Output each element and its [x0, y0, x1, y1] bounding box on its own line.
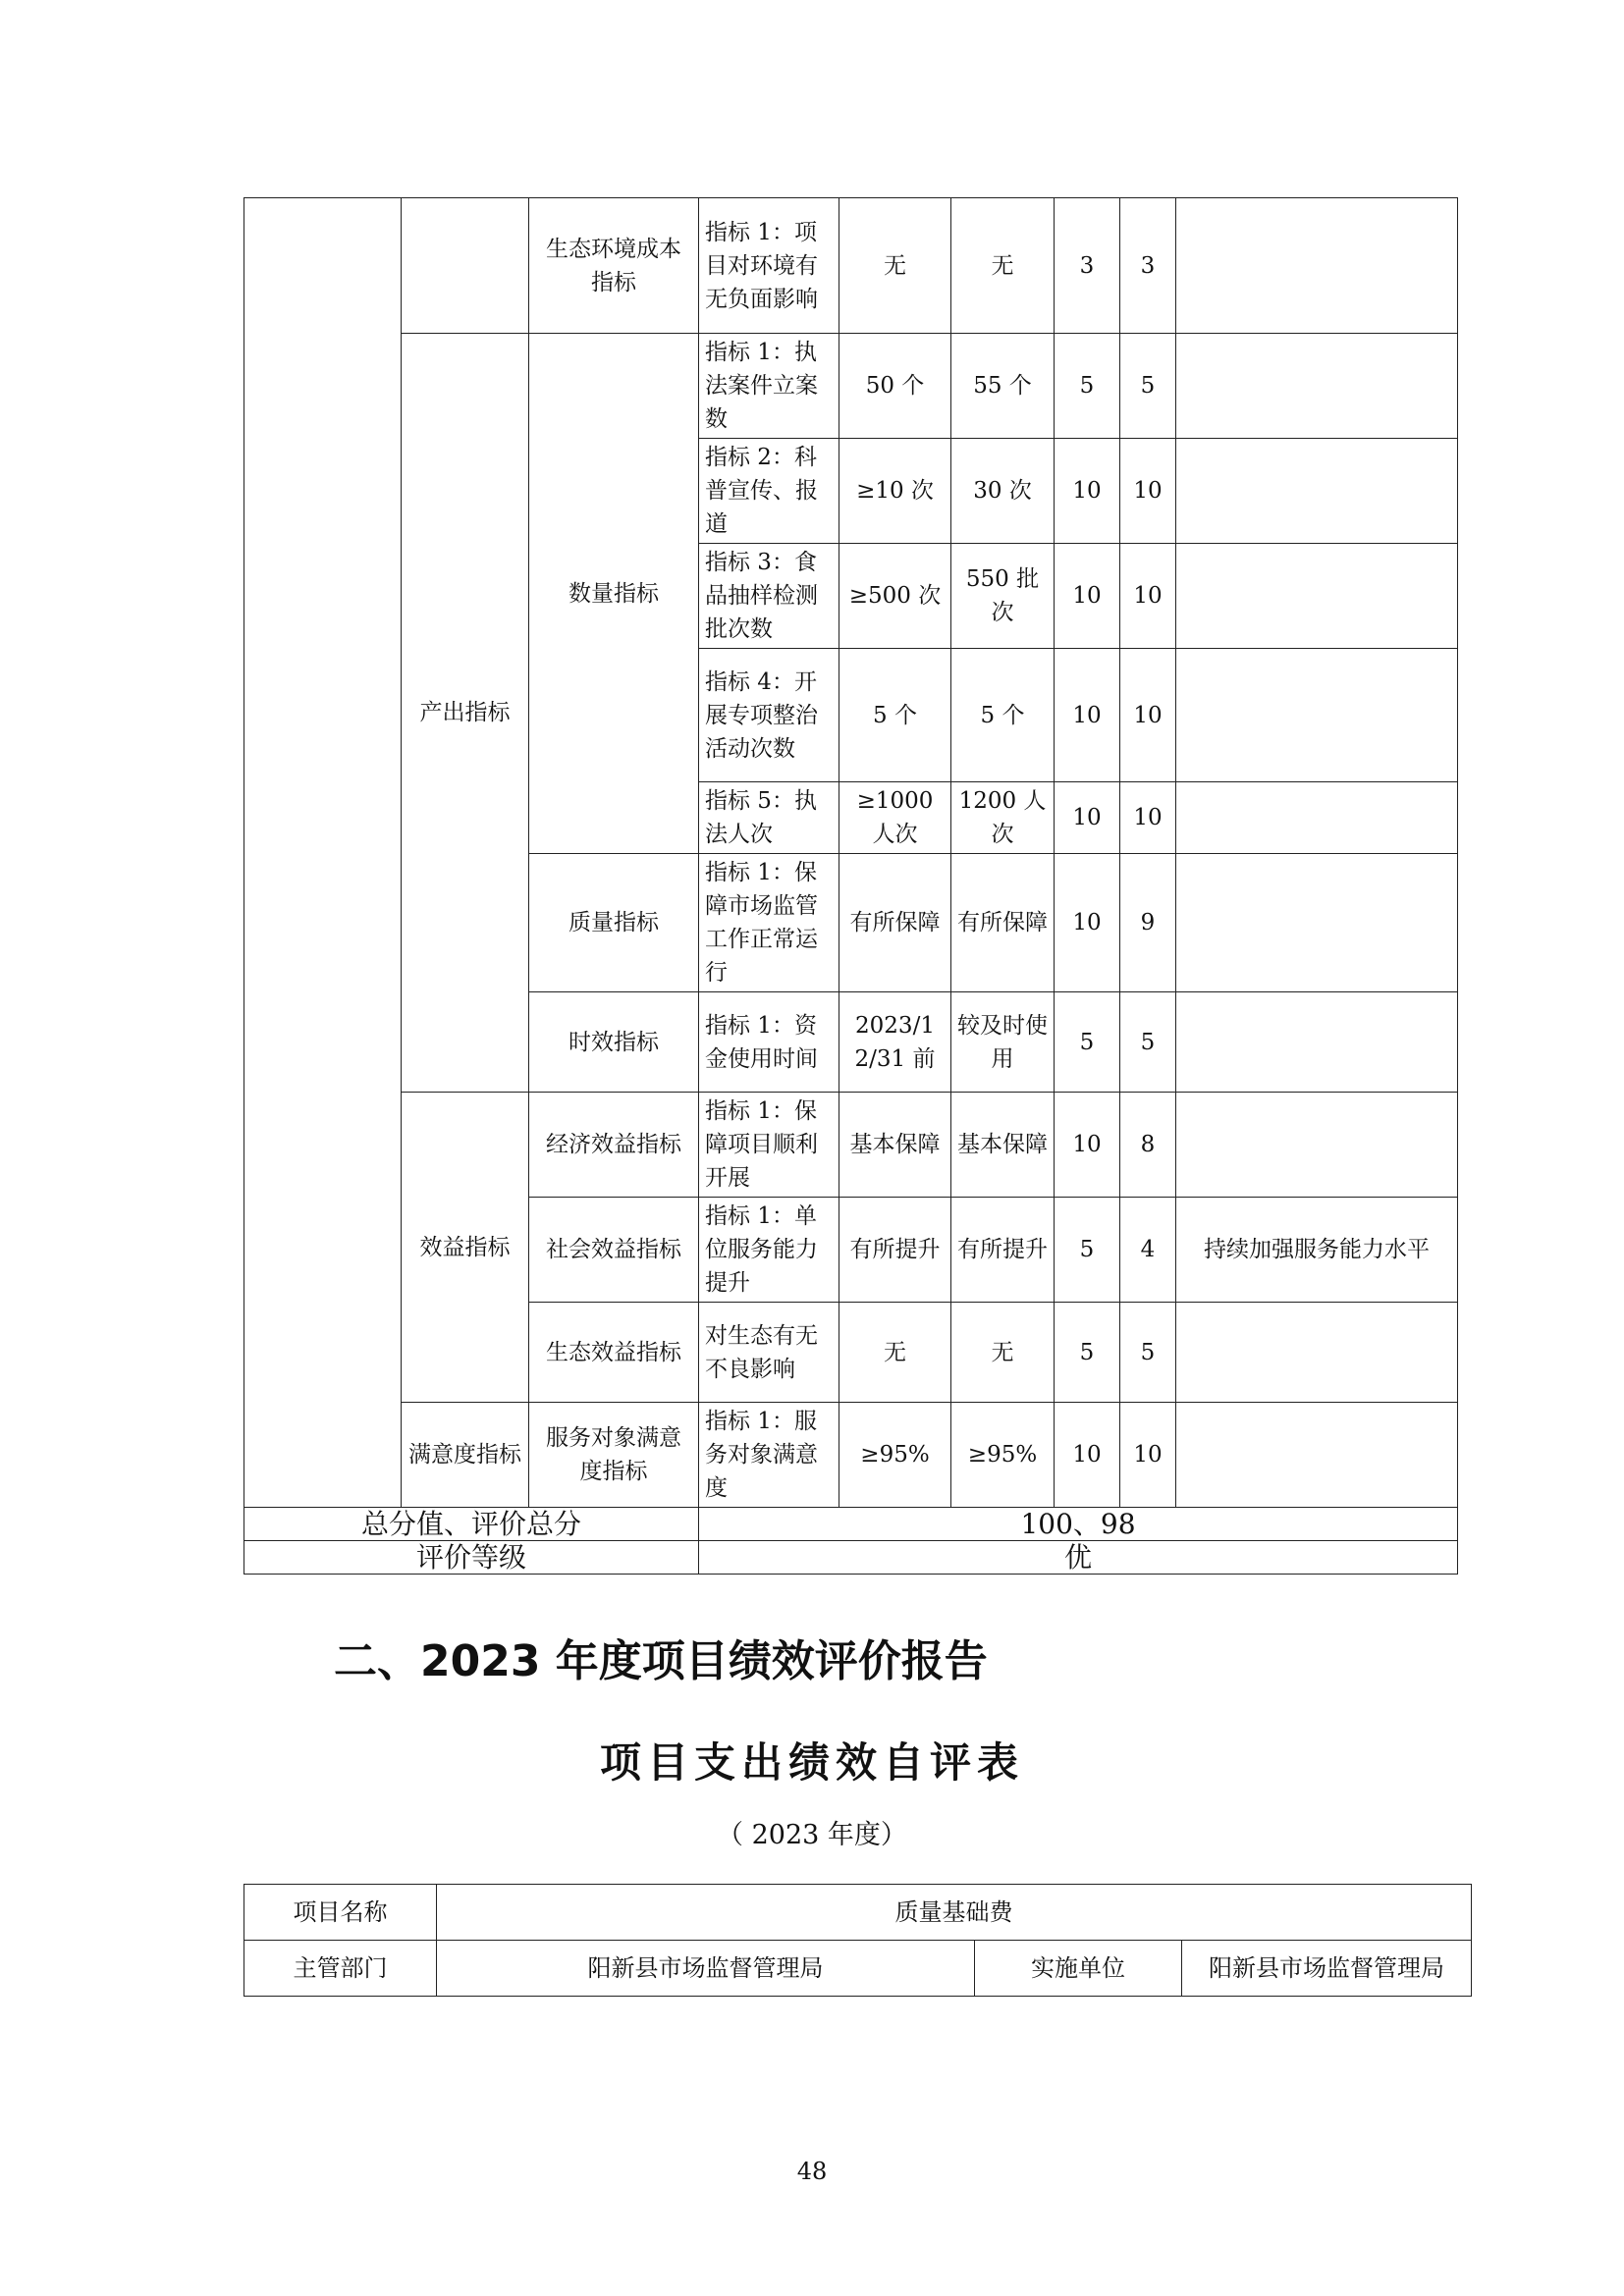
weight-cell: 10: [1055, 1403, 1120, 1508]
level2-cell: [402, 198, 529, 334]
note-cell: [1176, 992, 1458, 1093]
target-cell: 5 个: [839, 649, 951, 782]
section-heading: 二、2023 年度项目绩效评价报告: [334, 1636, 988, 1686]
indicator-cell: 指标 1：保障市场监管工作正常运行: [699, 854, 839, 992]
level3-cell: 生态效益指标: [529, 1303, 699, 1403]
score-cell: 8: [1120, 1093, 1176, 1198]
target-cell: ≥1000 人次: [839, 782, 951, 854]
form-subtitle: （ 2023 年度）: [717, 1820, 907, 1850]
actual-cell: ≥95%: [951, 1403, 1055, 1508]
score-cell: 10: [1120, 649, 1176, 782]
weight-cell: 10: [1055, 439, 1120, 544]
score-cell: 10: [1120, 544, 1176, 649]
score-cell: 3: [1120, 198, 1176, 334]
indicator-cell: 指标 1：服务对象满意度: [699, 1403, 839, 1508]
target-cell: ≥10 次: [839, 439, 951, 544]
level1-cell: [244, 198, 402, 1508]
table-row: [244, 1885, 1472, 1941]
weight-cell: 10: [1055, 649, 1120, 782]
score-cell: 4: [1120, 1198, 1176, 1303]
grade-value: 优: [699, 1541, 1458, 1575]
actual-cell: 无: [951, 1303, 1055, 1403]
score-cell: 5: [1120, 334, 1176, 439]
score-cell: 10: [1120, 782, 1176, 854]
indicator-cell: 指标 4：开展专项整治活动次数: [699, 649, 839, 782]
weight-cell: 5: [1055, 1198, 1120, 1303]
performance-indicator-table: [244, 197, 1458, 1575]
unit-label: 实施单位: [975, 1941, 1182, 1997]
page-number: 48: [796, 2158, 828, 2185]
level2-cell: 满意度指标: [402, 1403, 529, 1508]
indicator-cell: 指标 1：执法案件立案数: [699, 334, 839, 439]
target-cell: 有所提升: [839, 1198, 951, 1303]
project-info-table: [244, 1884, 1472, 1997]
weight-cell: 10: [1055, 854, 1120, 992]
note-cell: [1176, 782, 1458, 854]
table-row: [244, 334, 1458, 439]
project-name-value: 质量基础费: [437, 1885, 1472, 1941]
indicator-cell: 对生态有无不良影响: [699, 1303, 839, 1403]
weight-cell: 10: [1055, 544, 1120, 649]
indicator-cell: 指标 1：资金使用时间: [699, 992, 839, 1093]
score-cell: 10: [1120, 439, 1176, 544]
level3-cell: 时效指标: [529, 992, 699, 1093]
total-value: 100、98: [699, 1508, 1458, 1541]
note-cell: [1176, 198, 1458, 334]
target-cell: 50 个: [839, 334, 951, 439]
note-cell: [1176, 1403, 1458, 1508]
note-cell: [1176, 439, 1458, 544]
note-cell: [1176, 334, 1458, 439]
indicator-cell: 指标 1：项目对环境有无负面影响: [699, 198, 839, 334]
total-label: 总分值、评价总分: [244, 1508, 699, 1541]
actual-cell: 55 个: [951, 334, 1055, 439]
target-cell: 有所保障: [839, 854, 951, 992]
actual-cell: 较及时使用: [951, 992, 1055, 1093]
actual-cell: 无: [951, 198, 1055, 334]
unit-value: 阳新县市场监督管理局: [1182, 1941, 1472, 1997]
indicator-cell: 指标 2：科普宣传、报道: [699, 439, 839, 544]
grade-label: 评价等级: [244, 1541, 699, 1575]
weight-cell: 10: [1055, 782, 1120, 854]
indicator-cell: 指标 1：保障项目顺利开展: [699, 1093, 839, 1198]
note-cell: [1176, 544, 1458, 649]
level3-cell: 经济效益指标: [529, 1093, 699, 1198]
dept-value: 阳新县市场监督管理局: [437, 1941, 975, 1997]
indicator-cell: 指标 3：食品抽样检测批次数: [699, 544, 839, 649]
table-row: [244, 1403, 1458, 1508]
note-cell: [1176, 1303, 1458, 1403]
score-cell: 9: [1120, 854, 1176, 992]
target-cell: 无: [839, 198, 951, 334]
table-row: [244, 1941, 1472, 1997]
level3-cell: 生态环境成本指标: [529, 198, 699, 334]
total-row: [244, 1508, 1458, 1541]
weight-cell: 5: [1055, 992, 1120, 1093]
actual-cell: 550 批次: [951, 544, 1055, 649]
weight-cell: 10: [1055, 1093, 1120, 1198]
actual-cell: 5 个: [951, 649, 1055, 782]
level3-cell: 数量指标: [529, 334, 699, 854]
dept-label: 主管部门: [244, 1941, 437, 1997]
level3-cell: 质量指标: [529, 854, 699, 992]
weight-cell: 5: [1055, 334, 1120, 439]
target-cell: ≥500 次: [839, 544, 951, 649]
grade-row: [244, 1541, 1458, 1575]
target-cell: 无: [839, 1303, 951, 1403]
actual-cell: 基本保障: [951, 1093, 1055, 1198]
target-cell: ≥95%: [839, 1403, 951, 1508]
target-cell: 基本保障: [839, 1093, 951, 1198]
level3-cell: 服务对象满意度指标: [529, 1403, 699, 1508]
level2-cell: 效益指标: [402, 1093, 529, 1403]
actual-cell: 有所保障: [951, 854, 1055, 992]
actual-cell: 1200 人次: [951, 782, 1055, 854]
level2-cell: 产出指标: [402, 334, 529, 1093]
table-row: [244, 198, 1458, 334]
level3-cell: 社会效益指标: [529, 1198, 699, 1303]
note-cell: [1176, 854, 1458, 992]
table-row: [244, 1093, 1458, 1198]
indicator-cell: 指标 5：执法人次: [699, 782, 839, 854]
note-cell: [1176, 1093, 1458, 1198]
weight-cell: 5: [1055, 1303, 1120, 1403]
actual-cell: 有所提升: [951, 1198, 1055, 1303]
target-cell: 2023/12/31 前: [839, 992, 951, 1093]
project-name-label: 项目名称: [244, 1885, 437, 1941]
weight-cell: 3: [1055, 198, 1120, 334]
score-cell: 10: [1120, 1403, 1176, 1508]
note-cell: [1176, 649, 1458, 782]
note-cell: 持续加强服务能力水平: [1176, 1198, 1458, 1303]
score-cell: 5: [1120, 992, 1176, 1093]
indicator-cell: 指标 1：单位服务能力提升: [699, 1198, 839, 1303]
form-title: 项目支出绩效自评表: [599, 1738, 1024, 1787]
actual-cell: 30 次: [951, 439, 1055, 544]
score-cell: 5: [1120, 1303, 1176, 1403]
